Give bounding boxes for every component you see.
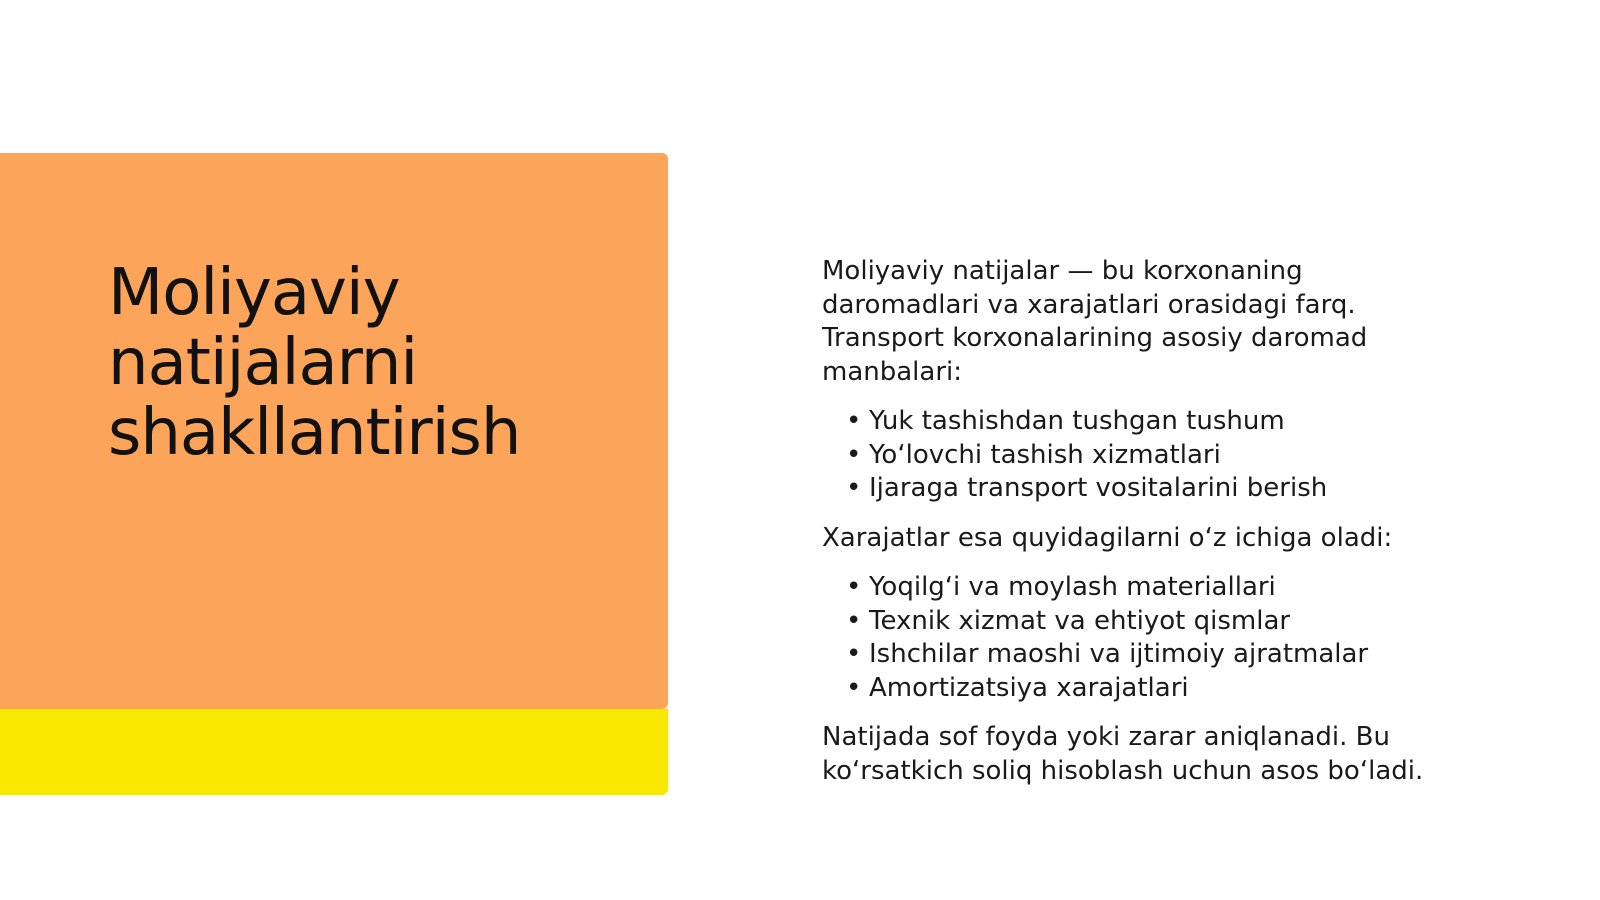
list-item	[846, 571, 1462, 605]
bullet-icon: •	[846, 605, 862, 636]
income-list	[822, 405, 1462, 506]
list-item	[846, 405, 1462, 439]
conclusion-paragraph: Natijada sof foyda yoki zarar aniqlanadi. Bu ko‘rsatkich soliq hisoblash uchun asos bo‘ladi.	[822, 722, 1424, 786]
list-item	[846, 472, 1462, 506]
bullet-icon: •	[846, 406, 862, 436]
bullet-icon: •	[846, 572, 862, 602]
list-item-text: Yuk tashishdan tushgan tushum	[869, 406, 1285, 436]
list-item	[846, 638, 1462, 672]
expenses-paragraph: Xarajatlar esa quyidagilarni o‘z ichiga oladi:	[822, 522, 1393, 553]
list-item-text: Amortizatsiya xarajatlari	[869, 672, 1189, 703]
accent-bar	[0, 709, 668, 795]
bullet-icon: •	[846, 672, 862, 703]
list-item-text: Ijaraga transport vositalarini berish	[869, 473, 1328, 503]
list-item-text: Yoqilg‘i va moylash materiallari	[869, 572, 1276, 602]
list-item	[846, 672, 1462, 706]
bullet-icon: •	[846, 439, 862, 470]
intro-paragraph: Moliyaviy natijalar — bu korxonaning daromadlari va xarajatlari orasidagi farq. Transport korxonalarining asosiy daromad manbalari:	[822, 256, 1368, 387]
bullet-icon: •	[846, 473, 862, 503]
list-item	[846, 605, 1462, 639]
list-item-text: Yo‘lovchi tashish xizmatlari	[869, 439, 1221, 470]
slide-body	[822, 255, 1462, 788]
expense-list	[822, 571, 1462, 705]
slide-title: Moliyaviy natijalarni shakllantirish	[108, 256, 521, 470]
list-item	[846, 439, 1462, 473]
list-item-text: Ishchilar maoshi va ijtimoiy ajratmalar	[869, 639, 1369, 669]
bullet-icon: •	[846, 639, 862, 669]
list-item-text: Texnik xizmat va ehtiyot qismlar	[869, 605, 1291, 636]
